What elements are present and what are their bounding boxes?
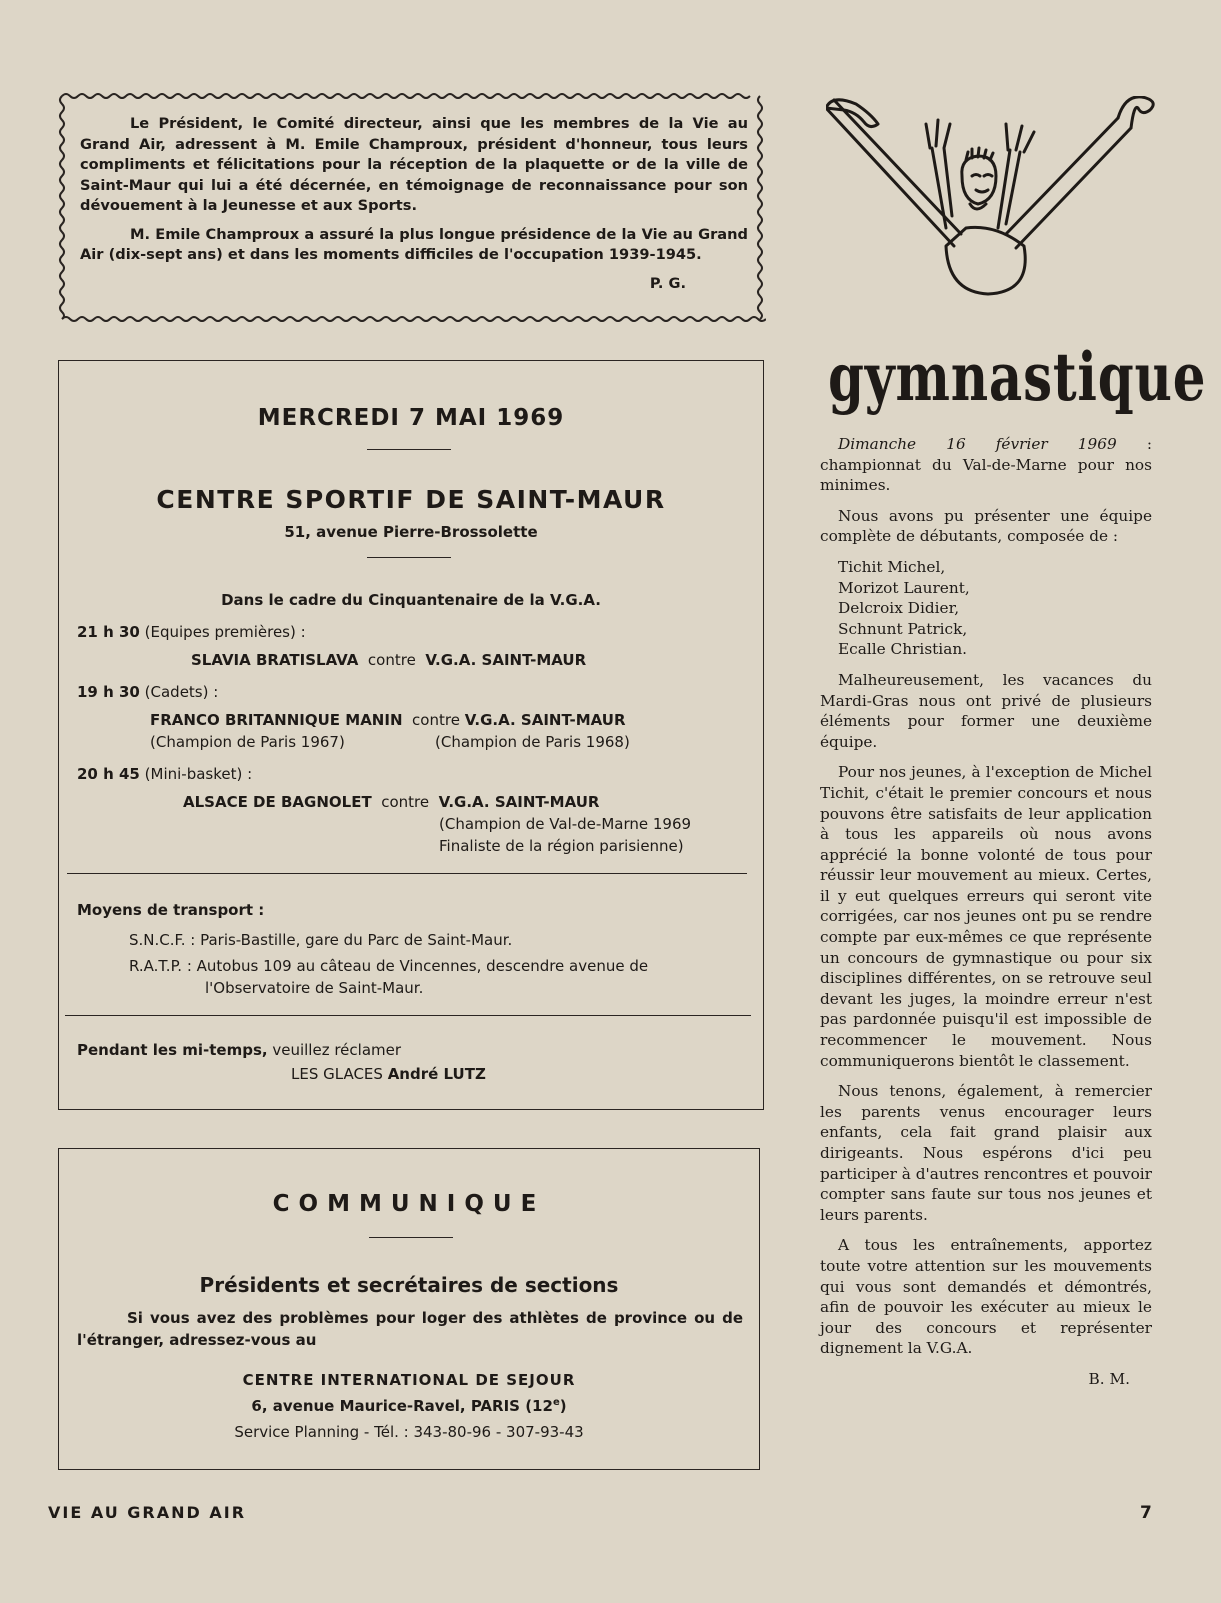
match-3-vs: contre bbox=[381, 793, 430, 811]
match-2-home-note: (Champion de Paris 1967) bbox=[150, 733, 345, 751]
address-prefix: 6, avenue Maurice-Ravel, PARIS (12 bbox=[251, 1397, 553, 1415]
divider bbox=[67, 873, 747, 874]
match-2-away: V.G.A. SAINT-MAUR bbox=[464, 711, 626, 729]
match-1-home: SLAVIA BRATISLAVA bbox=[191, 651, 359, 669]
event-context: Dans le cadre du Cinquantenaire de la V.G.A. bbox=[221, 591, 601, 609]
glaces-line bbox=[291, 1065, 486, 1083]
gym-signature: B. M. bbox=[1088, 1369, 1130, 1388]
halftime-line bbox=[77, 1041, 401, 1059]
match-1-away: V.G.A. SAINT-MAUR bbox=[425, 651, 587, 669]
halftime-rest: veuillez réclamer bbox=[272, 1041, 402, 1059]
communique-title: COMMUNIQUE bbox=[272, 1191, 546, 1217]
transport-ratp-1: R.A.T.P. : Autobus 109 au câteau de Vincennes, descendre avenue de bbox=[129, 957, 649, 975]
communique-service: Service Planning - Tél. : 343-80-96 - 307-93-43 bbox=[234, 1423, 584, 1441]
notice-paragraph-2: M. Emile Champroux a assuré la plus longue présidence de la Vie au Grand Air (dix-sept ans) et dans les moments difficiles de l'occupation 1939-1945. bbox=[80, 225, 748, 263]
match-2-teams bbox=[150, 711, 626, 729]
match-1-time: 21 h 30 bbox=[77, 623, 140, 641]
gym-paragraph-6: A tous les entraînements, apportez toute votre attention sur les mouvements qui vous sont demandés et démontrés, afin de pouvoir les exécuter au mieux le jour des concours et représenter dignement la V.G.A. bbox=[820, 1236, 1152, 1358]
glaces-label: LES GLACES bbox=[291, 1065, 383, 1083]
transport-sncf: S.N.C.F. : Paris-Bastille, gare du Parc de Saint-Maur. bbox=[129, 931, 513, 949]
communique-centre: CENTRE INTERNATIONAL DE SEJOUR bbox=[242, 1371, 576, 1389]
gym-p1-rest: : championnat du Val-de-Marne pour nos minimes. bbox=[820, 435, 1152, 495]
notice-paragraph-1: Le Président, le Comité directeur, ainsi que les membres de la Vie au Grand Air, adressent à M. Emile Champroux, président d'honneur, tous leurs compliments et félicitations pour la réception de la plaquette or de la ville de Saint-Maur qui lui a été décernée, en témoignage de reconnaissance pour son dévouement à la Jeunesse et aux Sports. bbox=[80, 115, 748, 214]
gym-name: Schnunt Patrick, bbox=[838, 619, 968, 638]
notice-signature: P. G. bbox=[649, 274, 686, 292]
match-1-category: (Equipes premières) : bbox=[144, 623, 306, 641]
match-3-time: 20 h 45 bbox=[77, 765, 140, 783]
communique-subtitle: Présidents et secrétaires de sections bbox=[199, 1273, 619, 1297]
match-1-teams bbox=[191, 651, 586, 669]
match-1-vs: contre bbox=[367, 651, 416, 669]
transport-title: Moyens de transport : bbox=[77, 901, 265, 919]
gymnastique-article bbox=[820, 434, 1152, 1400]
divider bbox=[65, 1015, 751, 1016]
gym-paragraph-5: Nous tenons, également, à remercier les parents venus encourager leurs enfants, cela fait grand plaisir aux dirigeants. Nous espérons d'ici peu participer à d'autres rencontres et pouvoir compter sans faute sur tous nos jeunes et leurs parents. bbox=[820, 1082, 1152, 1224]
match-3-home: ALSACE DE BAGNOLET bbox=[183, 793, 372, 811]
communique-box bbox=[58, 1148, 760, 1470]
match-2-home: FRANCO BRITANNIQUE MANIN bbox=[150, 711, 403, 729]
match-3-away-note-1: (Champion de Val-de-Marne 1969 bbox=[439, 815, 692, 833]
address-sup: e bbox=[552, 1397, 560, 1408]
notice-text bbox=[80, 114, 748, 302]
gym-name: Tichit Michel, bbox=[838, 557, 946, 576]
match-2-time: 19 h 30 bbox=[77, 683, 140, 701]
gym-paragraph-3: Malheureusement, les vacances du Mardi-Gras nous ont privé de plusieurs éléments pour former une deuxième équipe. bbox=[820, 670, 1152, 751]
gym-name: Ecalle Christian. bbox=[838, 640, 968, 659]
divider bbox=[367, 449, 451, 450]
address-suffix: ) bbox=[559, 1397, 567, 1415]
communique-body: Si vous avez des problèmes pour loger des athlètes de province ou de l'étranger, adressez-vous au bbox=[77, 1309, 743, 1349]
match-3-away-note-2: Finaliste de la région parisienne) bbox=[439, 837, 684, 855]
match-2-vs: contre bbox=[412, 711, 460, 729]
gym-names bbox=[838, 557, 1152, 660]
match-2-time-line bbox=[77, 683, 218, 701]
event-box bbox=[58, 360, 764, 1110]
glaces-name: André LUTZ bbox=[387, 1065, 486, 1083]
transport-ratp-2: l'Observatoire de Saint-Maur. bbox=[205, 979, 424, 997]
gymnast-illustration bbox=[826, 96, 1166, 306]
gym-name: Morizot Laurent, bbox=[838, 578, 970, 597]
match-3-time-line bbox=[77, 765, 252, 783]
footer-page-number: 7 bbox=[1140, 1503, 1152, 1523]
gym-paragraph-2: Nous avons pu présenter une équipe complète de débutants, composée de : bbox=[820, 506, 1152, 546]
gym-paragraph-4: Pour nos jeunes, à l'exception de Michel Tichit, c'était le premier concours et nous pouvons être satisfaits de leur application à tous les appareils où nous avons apprécié la bonne volonté de tous pour réussir leur mouvement au mieux. Certes, il y eut quelques erreurs qui seront vite corrigées, car nos jeunes ont pu se rendre compte par eux-mêmes ce que représente un concours de gymnastique ou pour six disciplines différentes, on se retrouve seul devant les juges, la moindre erreur n'est pas pardonnée puisqu'il est impossible de recommencer le mouvement. Nous communiquerons bientôt le classement. bbox=[820, 763, 1152, 1070]
event-address: 51, avenue Pierre-Brossolette bbox=[284, 523, 538, 541]
gym-paragraph-1 bbox=[820, 434, 1152, 496]
event-venue: CENTRE SPORTIF DE SAINT-MAUR bbox=[156, 485, 666, 514]
communique-address bbox=[59, 1397, 759, 1415]
gym-name: Delcroix Didier, bbox=[838, 599, 960, 618]
match-2-category: (Cadets) : bbox=[144, 683, 219, 701]
footer-publication: VIE AU GRAND AIR bbox=[48, 1503, 247, 1522]
match-2-away-note: (Champion de Paris 1968) bbox=[435, 733, 630, 751]
match-3-away: V.G.A. SAINT-MAUR bbox=[438, 793, 600, 811]
halftime-bold: Pendant les mi-temps, bbox=[77, 1041, 268, 1059]
match-3-category: (Mini-basket) : bbox=[144, 765, 253, 783]
match-3-teams bbox=[183, 793, 599, 811]
gym-date: Dimanche 16 février 1969 bbox=[838, 435, 1117, 453]
match-1-time-line bbox=[77, 623, 306, 641]
event-date: MERCREDI 7 MAI 1969 bbox=[257, 405, 565, 431]
divider bbox=[369, 1237, 453, 1238]
gymnastique-title: gymnastique bbox=[828, 338, 1207, 416]
divider bbox=[367, 557, 451, 558]
